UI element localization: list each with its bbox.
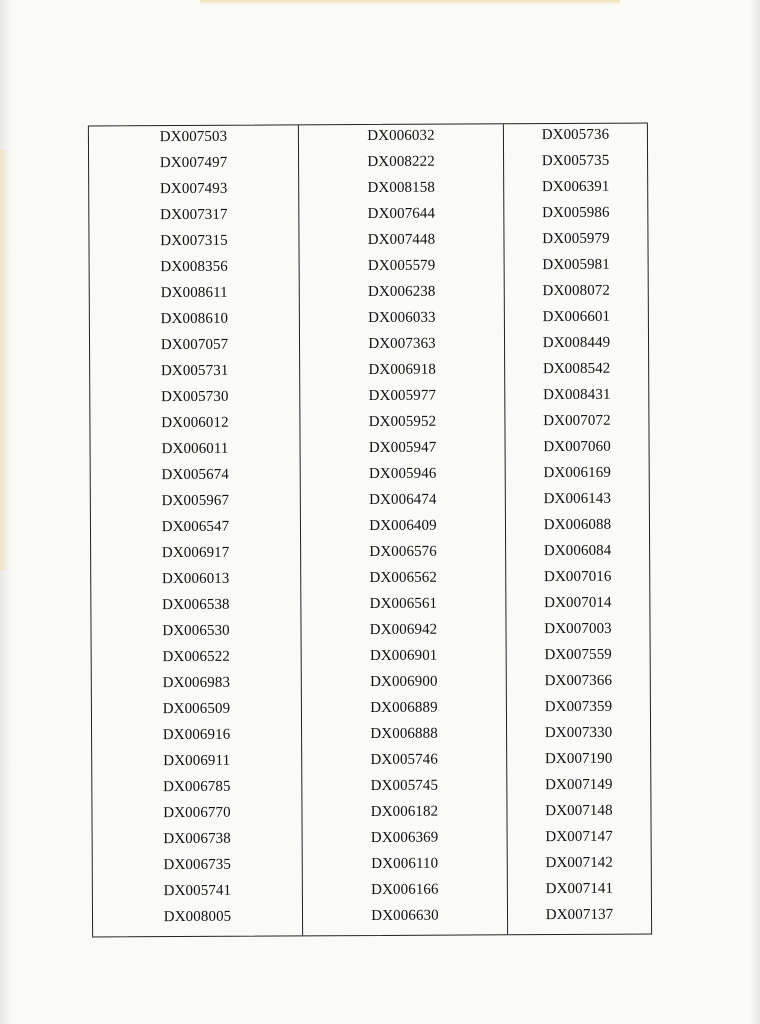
table-cell: DX006561 — [369, 595, 438, 613]
table-cell: DX007149 — [545, 776, 613, 794]
table-column-3 — [504, 124, 651, 935]
table-cell: DX007366 — [544, 672, 613, 690]
table-cell: DX006911 — [163, 752, 231, 770]
table-cell: DX006530 — [162, 622, 230, 640]
table-cell: DX005947 — [368, 439, 437, 457]
table-cell: DX006983 — [162, 674, 231, 692]
table-cell: DX006916 — [162, 726, 231, 744]
table-cell: DX005579 — [367, 257, 436, 275]
page-top-edge-tint — [200, 0, 620, 5]
table-column-2 — [299, 124, 508, 935]
table-cell: DX008431 — [543, 386, 611, 404]
table-cell: DX006013 — [161, 570, 230, 588]
table-cell: DX006238 — [367, 283, 436, 301]
table-cell: DX007559 — [544, 646, 612, 664]
table-cell: DX006785 — [163, 778, 231, 796]
table-cell: DX005952 — [368, 413, 437, 431]
table-cell: DX006088 — [543, 516, 612, 534]
table-cell: DX005745 — [370, 777, 439, 795]
table-cell: DX008005 — [163, 908, 232, 926]
table-cell: DX006166 — [371, 881, 439, 898]
table-cell: DX006601 — [542, 308, 611, 326]
table-cell: DX006391 — [541, 178, 610, 196]
table-cell: DX006738 — [163, 830, 231, 848]
table-cell: DX006509 — [162, 700, 231, 718]
table-cell: DX005979 — [542, 230, 610, 248]
table-cell: DX007644 — [367, 205, 436, 223]
page-left-edge-shadow — [0, 0, 10, 1024]
table-cell: DX008072 — [542, 282, 611, 300]
table-cell: DX005981 — [542, 256, 610, 274]
table-cell: DX005735 — [541, 152, 610, 170]
table-cell: DX006012 — [161, 414, 229, 432]
table-cell: DX007493 — [159, 180, 228, 198]
table-cell: DX005741 — [163, 882, 232, 900]
table-cell: DX007330 — [544, 724, 613, 742]
table-cell: DX006917 — [161, 544, 230, 562]
table-cell: DX007137 — [545, 906, 614, 924]
table-cell: DX008542 — [542, 360, 611, 378]
table-cell: DX008611 — [160, 284, 228, 302]
table-cell: DX007060 — [543, 438, 611, 456]
table-cell: DX007141 — [545, 880, 614, 898]
table-cell: DX007497 — [159, 154, 228, 172]
table-cell: DX006033 — [368, 309, 436, 327]
table-cell: DX005730 — [161, 388, 229, 406]
table-cell: DX006770 — [163, 804, 231, 822]
table-cell: DX006900 — [370, 673, 438, 691]
table-cell: DX006032 — [367, 127, 435, 145]
table-cell: DX007363 — [368, 335, 436, 353]
table-cell: DX007142 — [545, 854, 614, 872]
table-cell: DX006942 — [369, 621, 438, 639]
table-cell: DX005731 — [160, 362, 229, 380]
table-cell: DX006084 — [543, 542, 612, 560]
table-cell: DX008449 — [542, 334, 611, 352]
table-cell: DX006576 — [369, 543, 437, 561]
table-cell: DX006735 — [163, 856, 232, 874]
table-cell: DX005967 — [161, 492, 230, 510]
table-cell: DX006182 — [370, 803, 439, 820]
table-cell: DX006889 — [370, 699, 438, 717]
table-cell: DX006522 — [162, 648, 230, 666]
table-cell: DX006369 — [370, 829, 439, 846]
table-cell: DX005746 — [370, 751, 438, 769]
page-right-edge-shadow — [750, 0, 760, 1024]
table-cell: DX007014 — [544, 594, 612, 612]
table-cell: DX006630 — [371, 907, 439, 924]
table-cell: DX007448 — [367, 231, 436, 249]
table-cell: DX007016 — [543, 568, 612, 586]
table-column-1 — [89, 125, 303, 936]
table-cell: DX005946 — [368, 465, 437, 483]
table-cell: DX008610 — [160, 310, 229, 328]
table-cell: DX007315 — [160, 232, 228, 250]
table-cell: DX008356 — [160, 258, 228, 276]
table-cell: DX006918 — [368, 361, 436, 379]
table-cell: DX007317 — [160, 206, 228, 224]
table-cell: DX007359 — [544, 698, 613, 716]
table-cell: DX007057 — [160, 336, 229, 354]
table-cell: DX006562 — [369, 569, 438, 587]
table-cell: DX006409 — [369, 517, 437, 535]
table-cell: DX007147 — [545, 828, 613, 846]
table-cell: DX008222 — [367, 153, 435, 171]
exhibit-number-table — [88, 123, 652, 938]
table-cell: DX007190 — [544, 750, 613, 768]
table-cell: DX006143 — [543, 490, 612, 508]
table-cell: DX006110 — [371, 855, 439, 872]
table-cell: DX007503 — [159, 128, 228, 146]
table-cell: DX005977 — [368, 387, 437, 405]
table-cell: DX006474 — [369, 491, 437, 509]
table-cell: DX006901 — [369, 647, 438, 665]
table-cell: DX008158 — [367, 179, 435, 197]
table-cell: DX006169 — [543, 464, 611, 482]
table-cell: DX007003 — [544, 620, 612, 638]
table-cell: DX006538 — [162, 596, 230, 614]
table-cell: DX005986 — [542, 204, 610, 222]
table-cell: DX007072 — [543, 412, 611, 430]
table-cell: DX006888 — [370, 725, 438, 743]
paper-tint — [0, 150, 8, 570]
table-cell: DX006011 — [161, 440, 229, 458]
table-cell: DX007148 — [545, 802, 613, 820]
table-cell: DX006547 — [161, 518, 230, 536]
table-cell: DX005736 — [541, 126, 610, 144]
table-cell: DX005674 — [161, 466, 229, 484]
